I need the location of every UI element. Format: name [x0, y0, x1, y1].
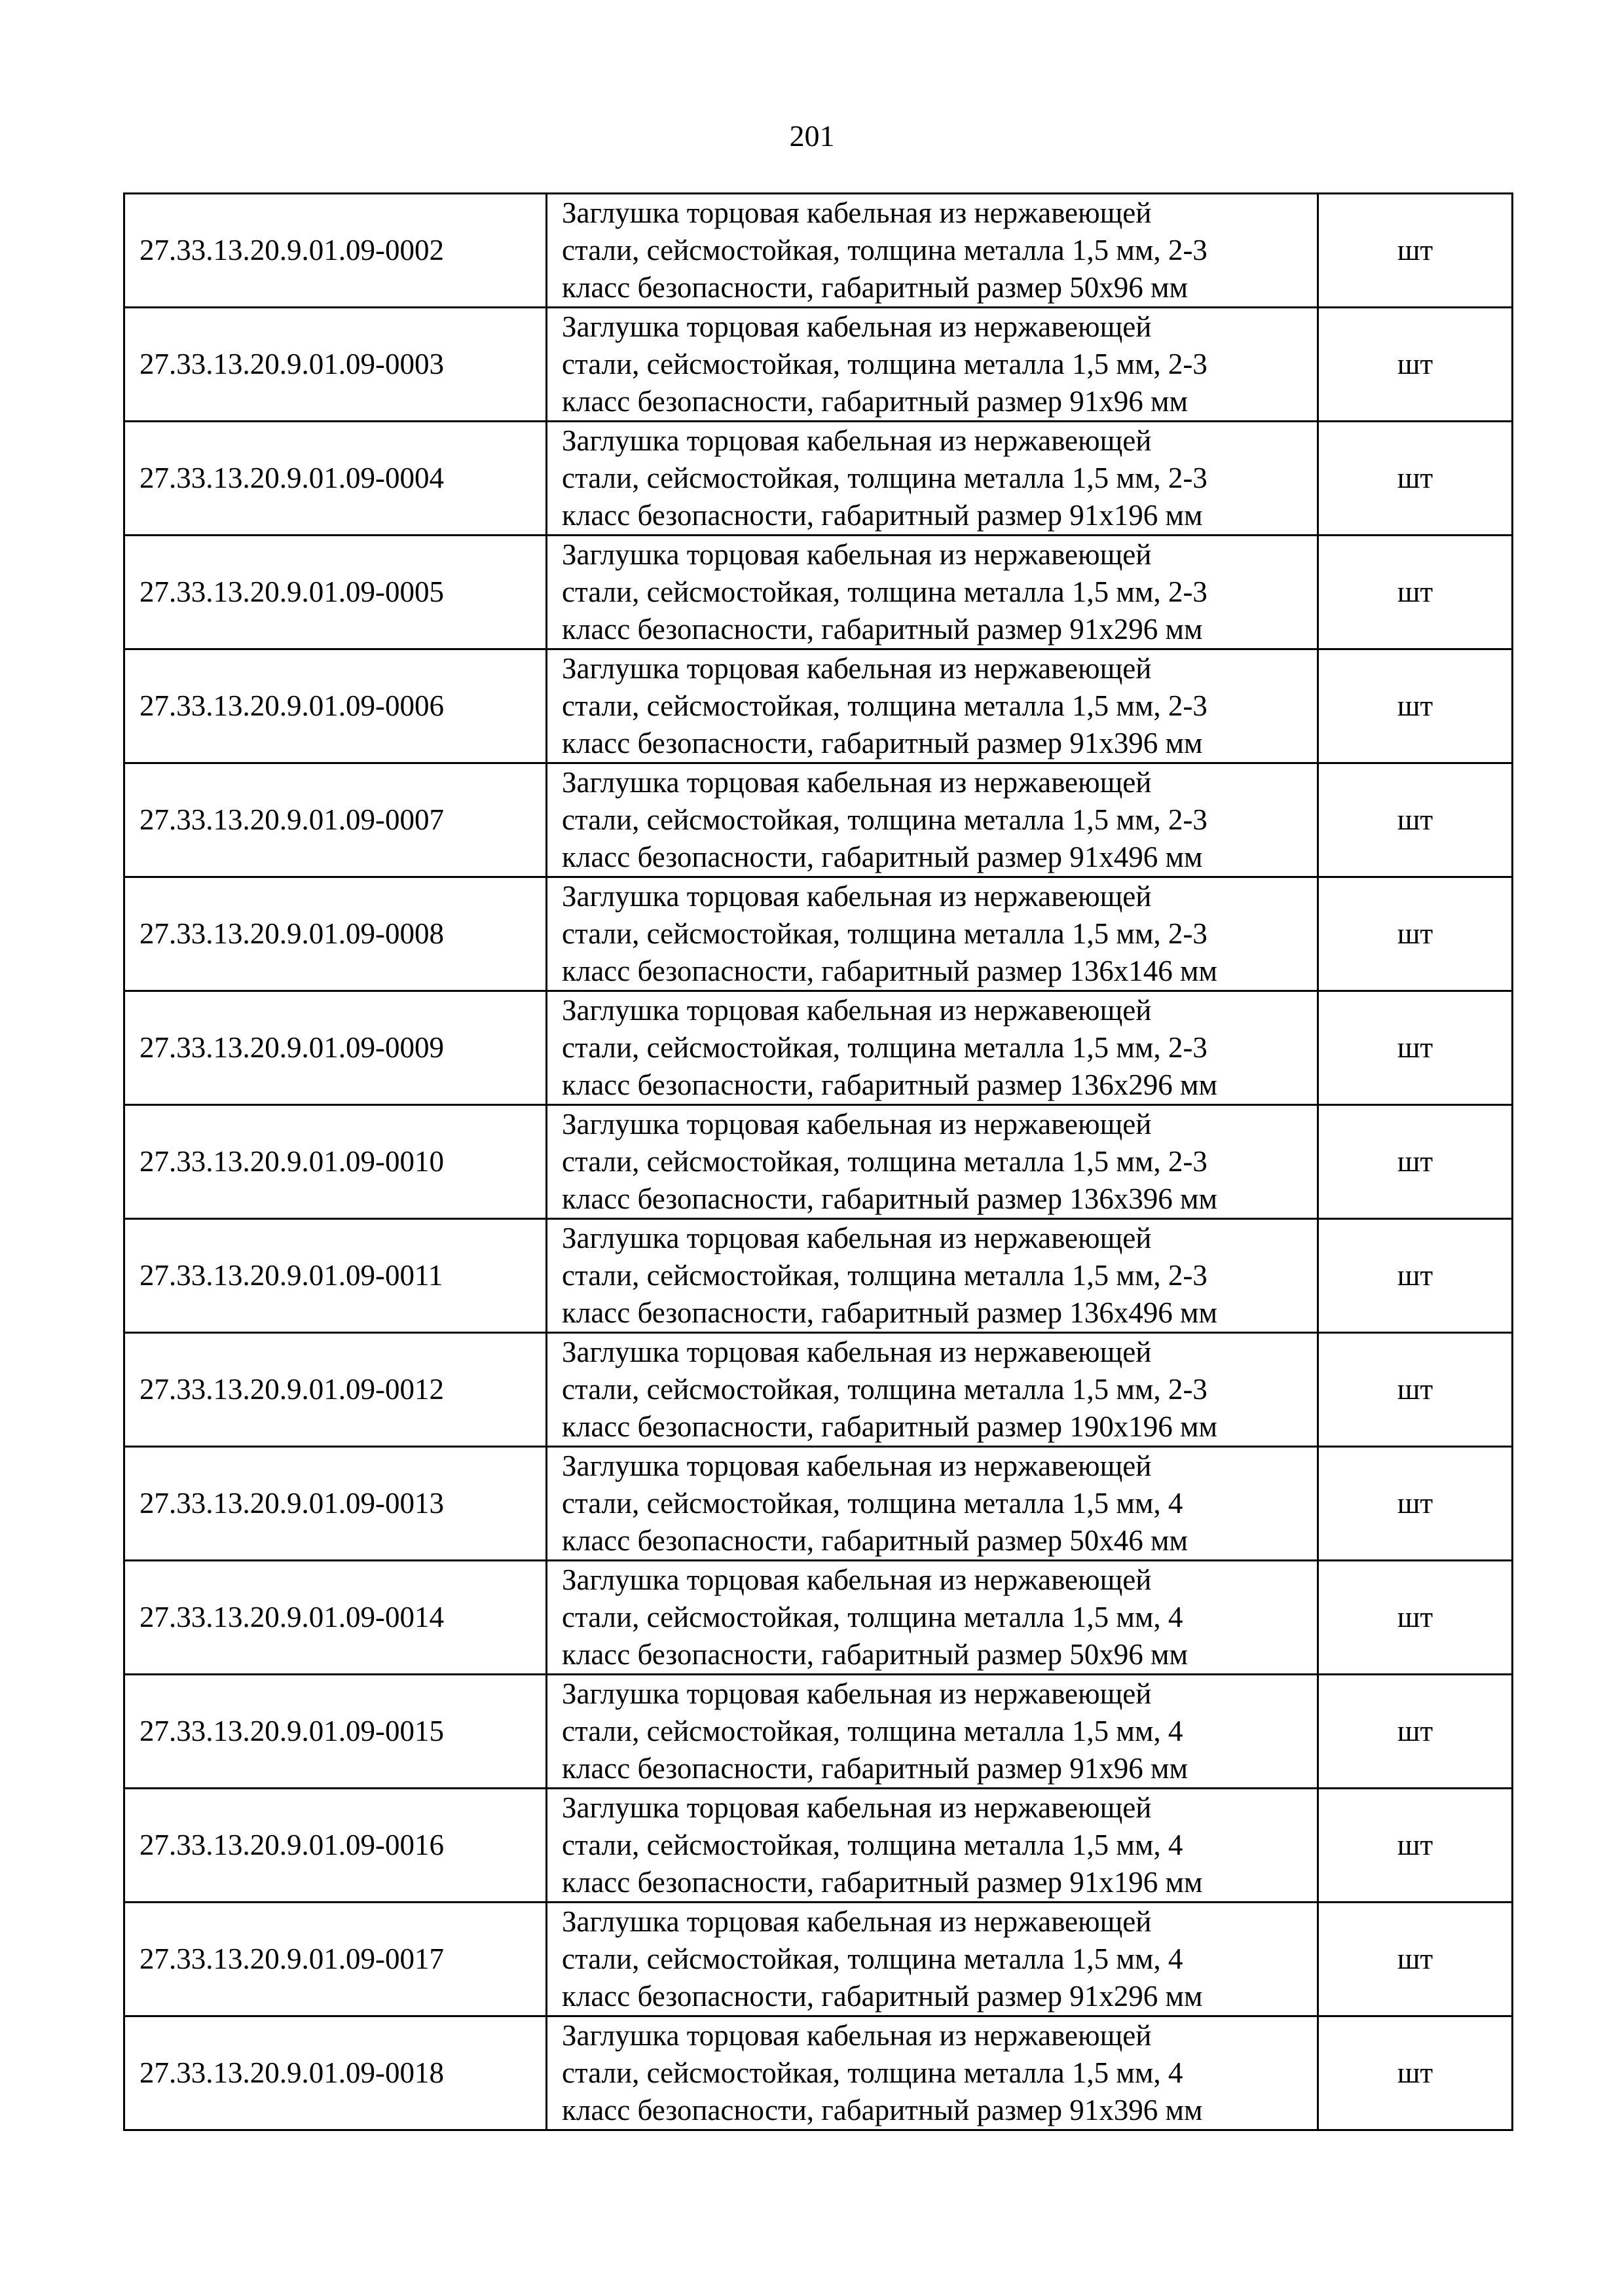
resource-code-cell: 27.33.13.20.9.01.09-0017	[124, 1903, 547, 2016]
description-line: Заглушка торцовая кабельная из нержавеющей	[562, 310, 1152, 343]
resource-code-cell: 27.33.13.20.9.01.09-0007	[124, 763, 547, 877]
description-line: класс безопасности, габаритный размер 91х196 мм	[562, 499, 1203, 532]
description-line: Заглушка торцовая кабельная из нержавеющей	[562, 1563, 1152, 1596]
resource-code-cell: 27.33.13.20.9.01.09-0009	[124, 991, 547, 1105]
resource-description-cell	[547, 763, 1318, 877]
table-row	[124, 1675, 1513, 1789]
resource-description-cell	[547, 2016, 1318, 2130]
unit-cell: шт	[1318, 422, 1513, 536]
description-line: класс безопасности, габаритный размер 136х146 мм	[562, 955, 1217, 987]
table-row	[124, 1219, 1513, 1333]
description-line: Заглушка торцовая кабельная из нержавеющей	[562, 1677, 1152, 1710]
description-line: класс безопасности, габаритный размер 91х496 мм	[562, 841, 1203, 873]
resource-description-cell	[547, 194, 1318, 308]
description-line: класс безопасности, габаритный размер 91х96 мм	[562, 385, 1188, 418]
table-row	[124, 308, 1513, 422]
description-line: Заглушка торцовая кабельная из нержавеющей	[562, 1336, 1152, 1368]
description-line: стали, сейсмостойкая, толщина металла 1,5 мм, 2-3	[562, 1031, 1208, 1064]
unit-cell: шт	[1318, 649, 1513, 763]
description-line: стали, сейсмостойкая, толщина металла 1,5 мм, 2-3	[562, 689, 1208, 722]
description-line: класс безопасности, габаритный размер 91х196 мм	[562, 1866, 1203, 1899]
description-line: класс безопасности, габаритный размер 50х96 мм	[562, 271, 1188, 304]
description-line: стали, сейсмостойкая, толщина металла 1,5 мм, 4	[562, 1487, 1183, 1520]
resource-description-cell	[547, 991, 1318, 1105]
description-line: Заглушка торцовая кабельная из нержавеющей	[562, 766, 1152, 799]
unit-cell: шт	[1318, 877, 1513, 991]
description-line: стали, сейсмостойкая, толщина металла 1,5 мм, 2-3	[562, 1145, 1208, 1178]
unit-cell: шт	[1318, 1789, 1513, 1903]
resource-code-cell: 27.33.13.20.9.01.09-0002	[124, 194, 547, 308]
description-line: класс безопасности, габаритный размер 136х496 мм	[562, 1296, 1217, 1329]
table-row	[124, 1561, 1513, 1675]
resource-code-cell: 27.33.13.20.9.01.09-0010	[124, 1105, 547, 1219]
description-line: класс безопасности, габаритный размер 136х296 мм	[562, 1068, 1217, 1101]
unit-cell: шт	[1318, 1675, 1513, 1789]
table-row	[124, 422, 1513, 536]
table-row	[124, 536, 1513, 649]
description-line: стали, сейсмостойкая, толщина металла 1,5 мм, 2-3	[562, 348, 1208, 380]
description-line: Заглушка торцовая кабельная из нержавеющей	[562, 1108, 1152, 1140]
table-row	[124, 991, 1513, 1105]
resource-description-cell	[547, 422, 1318, 536]
unit-cell: шт	[1318, 194, 1513, 308]
unit-cell: шт	[1318, 1561, 1513, 1675]
description-line: класс безопасности, габаритный размер 50х96 мм	[562, 1638, 1188, 1671]
description-line: Заглушка торцовая кабельная из нержавеющей	[562, 196, 1152, 229]
resource-description-cell	[547, 1789, 1318, 1903]
table-body	[124, 194, 1513, 2130]
resource-description-cell	[547, 1219, 1318, 1333]
description-line: Заглушка торцовая кабельная из нержавеющей	[562, 424, 1152, 457]
table-row	[124, 1789, 1513, 1903]
description-line: Заглушка торцовая кабельная из нержавеющей	[562, 652, 1152, 685]
description-line: класс безопасности, габаритный размер 91х396 мм	[562, 727, 1203, 759]
table-row	[124, 1447, 1513, 1561]
resource-code-cell: 27.33.13.20.9.01.09-0006	[124, 649, 547, 763]
description-line: класс безопасности, габаритный размер 91х396 мм	[562, 2094, 1203, 2126]
table-row	[124, 1903, 1513, 2016]
resource-description-cell	[547, 1447, 1318, 1561]
resource-code-cell: 27.33.13.20.9.01.09-0018	[124, 2016, 547, 2130]
resource-code-cell: 27.33.13.20.9.01.09-0008	[124, 877, 547, 991]
resource-code-cell: 27.33.13.20.9.01.09-0015	[124, 1675, 547, 1789]
table-row	[124, 2016, 1513, 2130]
description-line: Заглушка торцовая кабельная из нержавеющей	[562, 880, 1152, 913]
resource-code-cell: 27.33.13.20.9.01.09-0013	[124, 1447, 547, 1561]
resource-description-cell	[547, 1675, 1318, 1789]
unit-cell: шт	[1318, 1219, 1513, 1333]
description-line: стали, сейсмостойкая, толщина металла 1,5 мм, 4	[562, 1601, 1183, 1633]
unit-cell: шт	[1318, 763, 1513, 877]
description-line: стали, сейсмостойкая, толщина металла 1,5 мм, 2-3	[562, 1259, 1208, 1292]
resource-code-cell: 27.33.13.20.9.01.09-0005	[124, 536, 547, 649]
resource-code-cell: 27.33.13.20.9.01.09-0016	[124, 1789, 547, 1903]
description-line: Заглушка торцовая кабельная из нержавеющей	[562, 1905, 1152, 1938]
resource-description-cell	[547, 1903, 1318, 2016]
description-line: стали, сейсмостойкая, толщина металла 1,5 мм, 2-3	[562, 234, 1208, 266]
table-row	[124, 1105, 1513, 1219]
resource-code-cell: 27.33.13.20.9.01.09-0003	[124, 308, 547, 422]
description-line: стали, сейсмостойкая, толщина металла 1,5 мм, 4	[562, 2056, 1183, 2089]
resource-code-cell: 27.33.13.20.9.01.09-0011	[124, 1219, 547, 1333]
page-number: 201	[789, 119, 835, 153]
unit-cell: шт	[1318, 1447, 1513, 1561]
resource-code-cell: 27.33.13.20.9.01.09-0012	[124, 1333, 547, 1447]
table-row	[124, 877, 1513, 991]
resource-description-cell	[547, 308, 1318, 422]
resource-description-cell	[547, 649, 1318, 763]
description-line: класс безопасности, габаритный размер 190х196 мм	[562, 1410, 1217, 1443]
unit-cell: шт	[1318, 1105, 1513, 1219]
resource-code-cell: 27.33.13.20.9.01.09-0014	[124, 1561, 547, 1675]
resource-description-cell	[547, 536, 1318, 649]
resource-description-cell	[547, 1105, 1318, 1219]
table-row	[124, 1333, 1513, 1447]
unit-cell: шт	[1318, 1333, 1513, 1447]
unit-cell: шт	[1318, 2016, 1513, 2130]
description-line: Заглушка торцовая кабельная из нержавеющей	[562, 994, 1152, 1027]
description-line: стали, сейсмостойкая, толщина металла 1,5 мм, 4	[562, 1715, 1183, 1747]
description-line: класс безопасности, габаритный размер 136х396 мм	[562, 1182, 1217, 1215]
description-line: стали, сейсмостойкая, толщина металла 1,5 мм, 4	[562, 1942, 1183, 1975]
resource-code-cell: 27.33.13.20.9.01.09-0004	[124, 422, 547, 536]
description-line: Заглушка торцовая кабельная из нержавеющей	[562, 538, 1152, 571]
resource-table	[123, 192, 1513, 2131]
table-row	[124, 649, 1513, 763]
description-line: стали, сейсмостойкая, толщина металла 1,5 мм, 2-3	[562, 462, 1208, 494]
description-line: стали, сейсмостойкая, толщина металла 1,5 мм, 2-3	[562, 575, 1208, 608]
unit-cell: шт	[1318, 1903, 1513, 2016]
description-line: класс безопасности, габаритный размер 50х46 мм	[562, 1524, 1188, 1557]
description-line: Заглушка торцовая кабельная из нержавеющей	[562, 2019, 1152, 2052]
description-line: стали, сейсмостойкая, толщина металла 1,5 мм, 2-3	[562, 917, 1208, 950]
unit-cell: шт	[1318, 991, 1513, 1105]
description-line: класс безопасности, габаритный размер 91х96 мм	[562, 1752, 1188, 1785]
table-row	[124, 763, 1513, 877]
resource-description-cell	[547, 1561, 1318, 1675]
description-line: стали, сейсмостойкая, толщина металла 1,5 мм, 2-3	[562, 803, 1208, 836]
description-line: Заглушка торцовая кабельная из нержавеющей	[562, 1222, 1152, 1254]
resource-description-cell	[547, 877, 1318, 991]
unit-cell: шт	[1318, 536, 1513, 649]
description-line: класс безопасности, габаритный размер 91х296 мм	[562, 1980, 1203, 2013]
description-line: стали, сейсмостойкая, толщина металла 1,5 мм, 2-3	[562, 1373, 1208, 1406]
description-line: стали, сейсмостойкая, толщина металла 1,5 мм, 4	[562, 1829, 1183, 1861]
unit-cell: шт	[1318, 308, 1513, 422]
description-line: класс безопасности, габаритный размер 91х296 мм	[562, 613, 1203, 646]
resource-description-cell	[547, 1333, 1318, 1447]
description-line: Заглушка торцовая кабельная из нержавеющей	[562, 1449, 1152, 1482]
table-row	[124, 194, 1513, 308]
description-line: Заглушка торцовая кабельная из нержавеющей	[562, 1791, 1152, 1824]
